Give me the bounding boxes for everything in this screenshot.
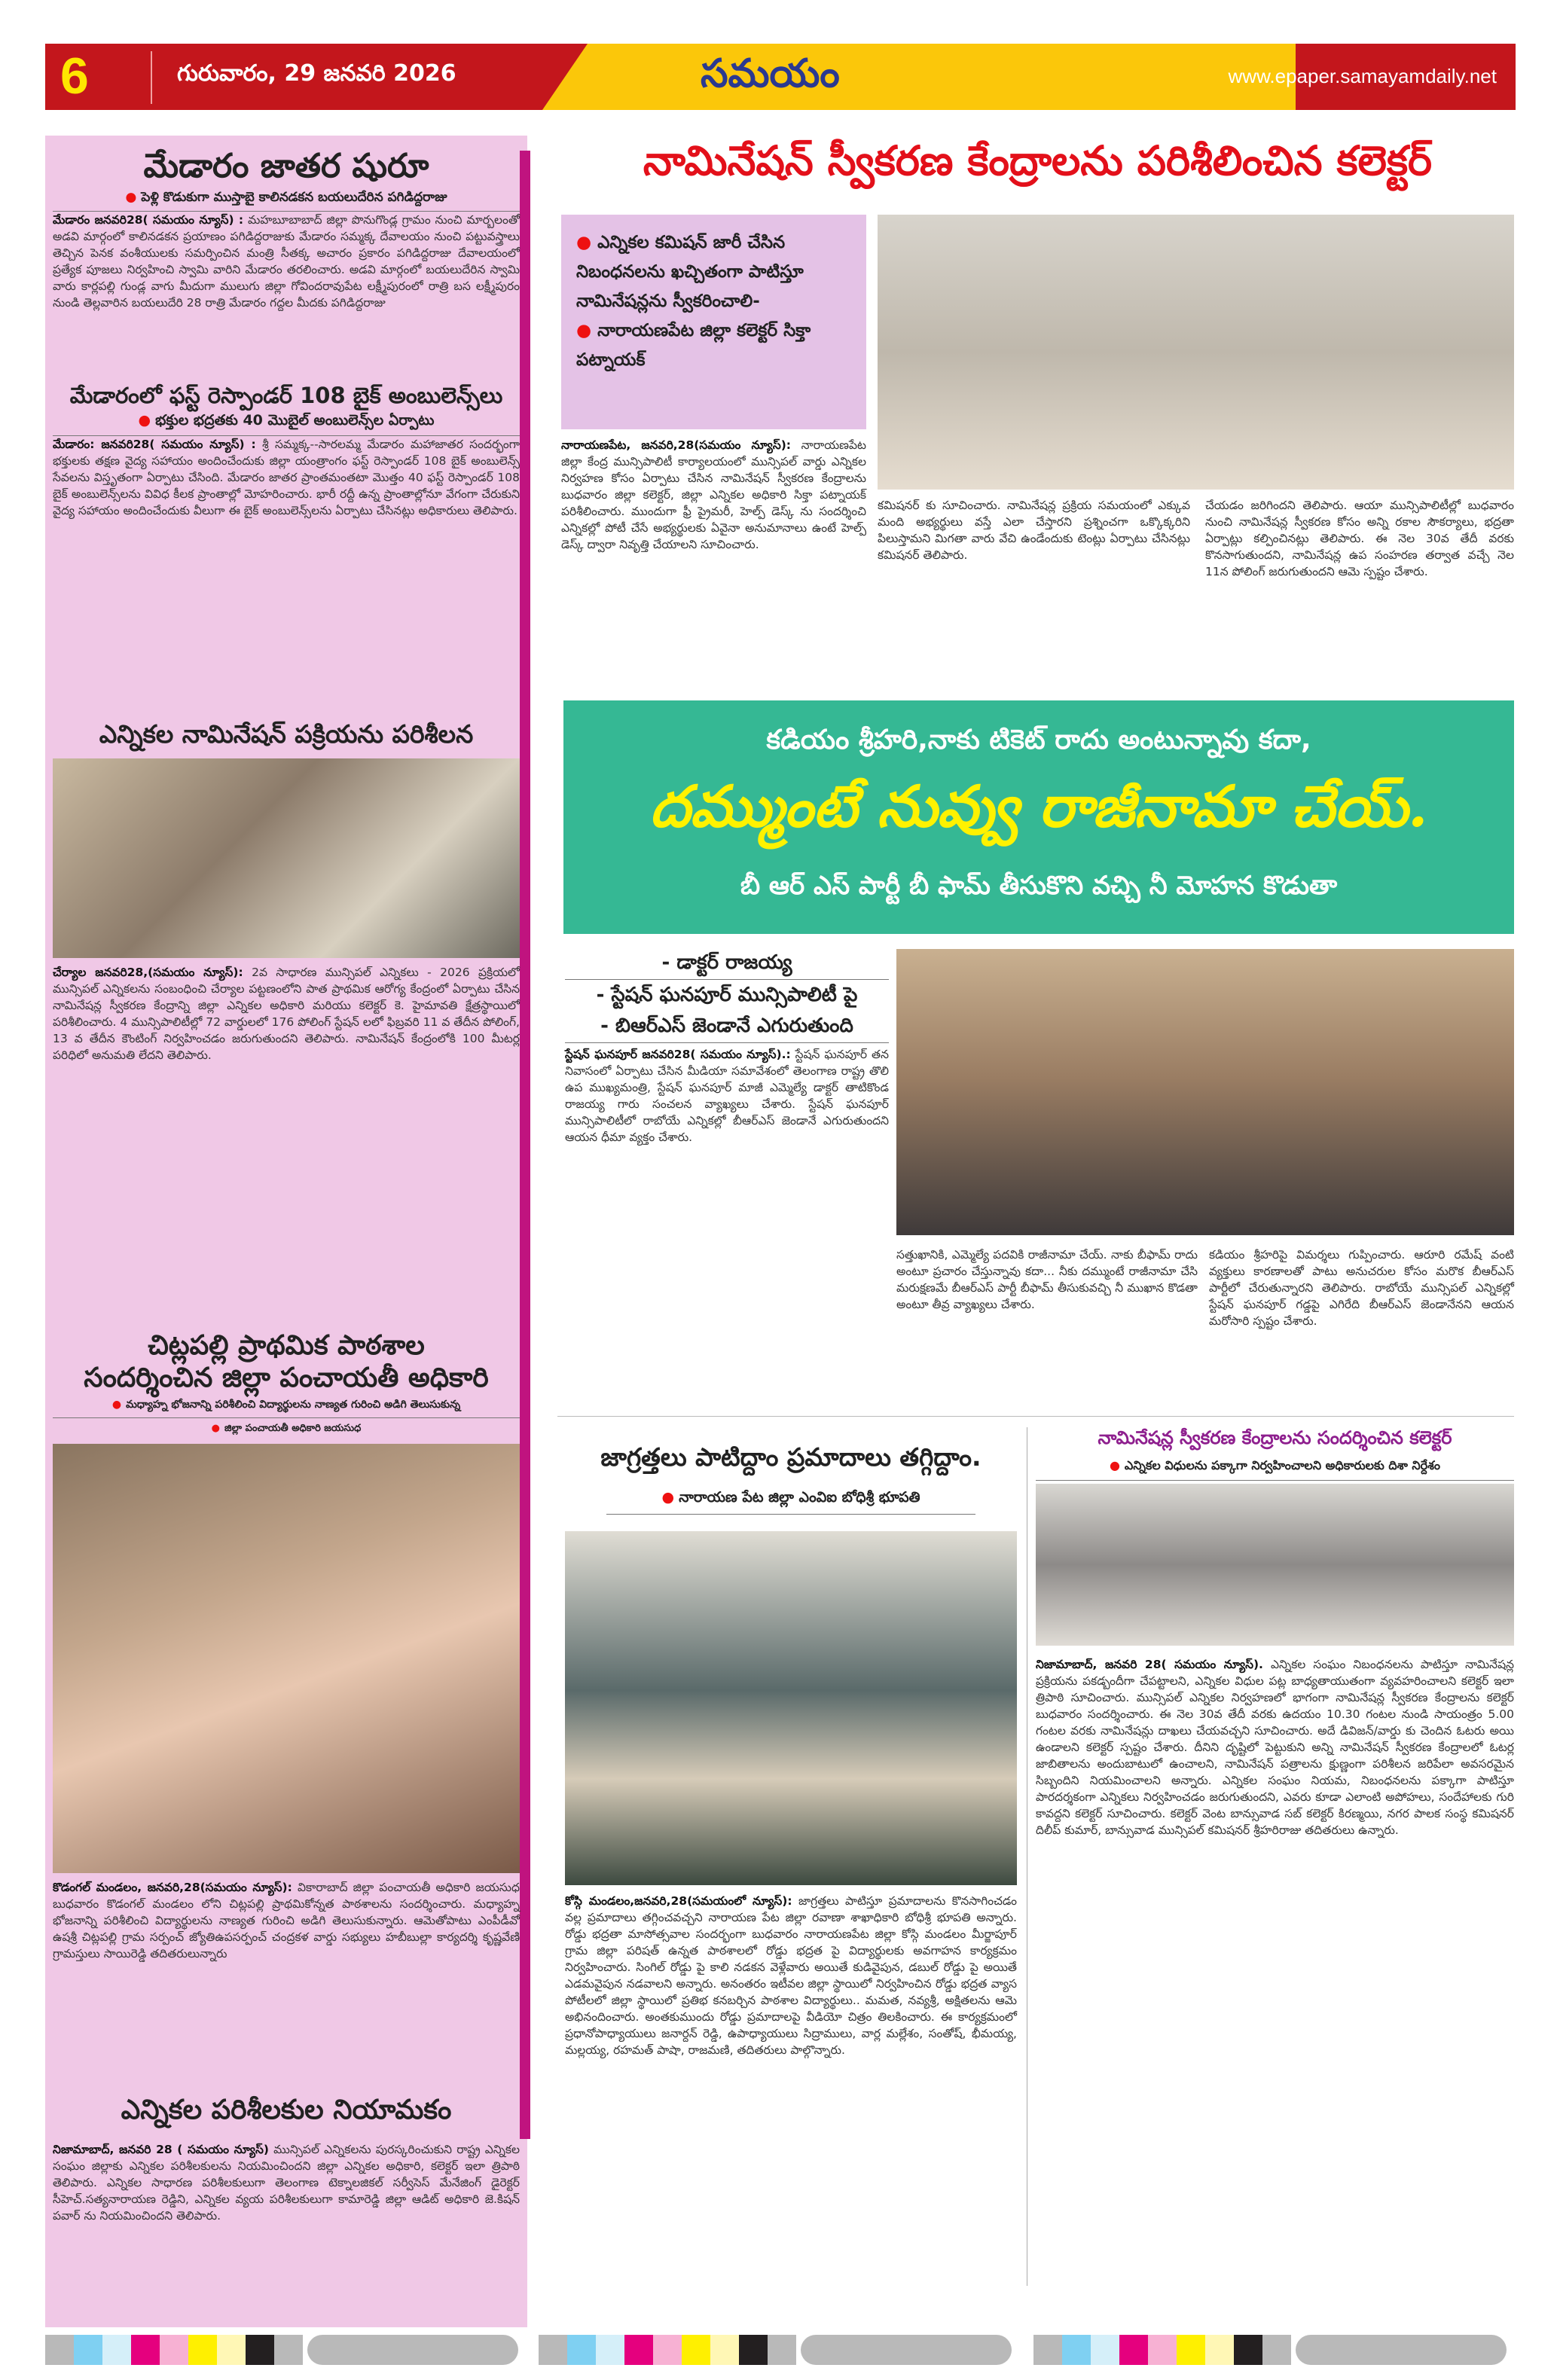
news-photo [53,758,520,958]
subheadline: ● భక్తుల భద్రతకు 40 మొబైల్ అంబులెన్స్‌ల ఏర్పాటు [53,412,520,432]
lead-highlights-box [561,215,866,429]
article-body [53,212,520,311]
color-registration-bar [45,2335,518,2365]
rajaiah-body-col3: కడియం శ్రీహరిపై విమర్శలు గుప్పించారు. ఆరూరి రమేష్ వంటి వ్యక్తులు కారణాలతో పాటు అనుచరుల కోసం మరొక బీఆర్ఎస్ పార్టీలో చేరుతున్నారని తెలిపారు. రాబోయే మున్సిపల్ ఎన్నికల్లో స్టేషన్ ఘనపూర్ గడ్డపై ఎగిరేది బీఆర్ఎస్ జెండానేనని ఆయన మరోసారి స్పష్టం చేశారు. [1209,1248,1514,1328]
dateline: మేడారం: జనవరి28( సమయం న్యూస్) : [53,437,256,451]
headline-line2: సందర్శించిన జిల్లా పంచాయతీ అధికారి [84,1362,489,1394]
article-108-ambulances [53,383,520,519]
article-text: నారాయణపేట జిల్లా కేంద్ర మున్సిపాలిటీ కార్యాలయంలో మున్సిపల్ వార్డు ఎన్నికల నిర్వహణ కోసం ఏర్పాటు చేసిన నామినేషన్ స్వీకరణ కేంద్రాలను బుధవారం జిల్లా కలెక్టర్, జిల్లా ఎన్నికల అధికారి సిక్తా పట్నాయక్ పరిశీలించారు. ముందుగా ఫ్రీ ప్రైమరీ, హెల్ప్ డెస్క్ ను సందర్శించి ఎన్నికల్లో పోటీ చేసే అభ్యర్థులకు ఏవైనా అనుమానాలు ఉంటే హెల్ప్ డెస్క్ ద్వారా నివృత్తి చేయాలని సూచించారు. [561,438,866,551]
epaper-url[interactable]: www.epaper.samayamdaily.net [1228,65,1497,87]
subhead: - బిఆర్ఎస్ జెండానే ఎగురుతుంది [600,1015,853,1038]
headline: ఎన్నికల నామినేషన్ పక్రియను పరిశీలన [99,719,474,749]
article-observers-appointment [53,2094,520,2224]
highlight-item: ● నారాయణపేట జిల్లా కలెక్టర్ సిక్తా పట్నాయక్ [576,321,811,371]
rajaiah-photo [896,949,1514,1235]
masthead: సమయం [701,51,840,96]
news-photo [565,1531,1017,1885]
subhead: - డాక్టర్ రాజయ్య [661,951,792,974]
rajaiah-subheads [565,947,889,1146]
divider [1036,1480,1514,1481]
news-photo [1036,1484,1514,1646]
dateline: చేర్యాల జనవరి28,(సమయం న్యూస్): [53,965,243,979]
article-text: మున్సిపల్ ఎన్నికలను పురస్కరించుకుని రాష్ట్ర ఎన్నికల సంఘం జిల్లాకు ఎన్నికల పరిశీలకులను నియమించిందని జిల్లా ఎన్నికల అధికారి, కలెక్టర్ ఇలా త్రిపాఠి తెలిపారు. ఎన్నికల సాధారణ పరిశీలకులుగా తెలంగాణ టెక్నాలజికల్ సర్వీసెస్ మేనేజింగ్ డైరెక్టర్ సీహెచ్.సత్యనారాయణ రెడ్డిని, ఎన్నికల వ్యయ పరిశీలకులుగా కామారెడ్డి జిల్లా ఆడిట్ అధికారి జె.కిషన్ పవార్ ను నియమించిందని తెలిపారు. [53,2143,520,2223]
banner-line3: బీ ఆర్ ఎస్ పార్టీ బీ ఫామ్ తీసుకొని వచ్చి నీ మోహన కొడుతా [740,871,1338,901]
lead-body-col2: కమిషనర్ కు సూచించారు. నామినేషన్ల ప్రక్రియ సమయంలో ఎక్కువ మంది అభ్యర్థులు వస్తే ఎలా చేస్తారని ప్రశ్నించగా ఒక్కొక్కరిని పిలుస్తామని మిగతా వారు వేచి ఉండేందుకు టెంట్లు ఏర్పాటు చేసినట్లు కమిషనర్ తెలిపారు. [878,499,1190,562]
article-body [565,1893,1017,2058]
article-body [53,964,520,1063]
headline: జాగ్రత్తలు పాటిద్దాం ప్రమాదాలు తగ్గిద్దాం. [600,1442,982,1472]
page-header [45,44,1516,110]
dateline: నారాయణపేట, జనవరి,28(సమయం న్యూస్): [561,438,791,452]
rajaiah-body-col2: సత్తుఖానికి, ఎమ్మెల్యే పదవికి రాజీనామా చేయ్. నాకు బీఫామ్ రాదు అంటూ ప్రచారం చేస్తున్నావు కదా... నీకు దమ్ముంటే రాజీనామా చేసి మరుక్షణమే బీఆర్ఎస్ పార్టీ బీఫామ్ తీసుకువచ్చి నీ ముఖాన కొడతా అంటూ తీవ్ర వ్యాఖ్యలు చేశారు. [896,1248,1198,1311]
article-text: వికారాబాద్ జిల్లా పంచాయతీ అధికారి జయసుధ బుధవారం కొడంగల్ మండలం లోని చిట్లపల్లి ప్రాథమికోన్నత పాఠశాలను సందర్శించారు. మధ్యాహ్న భోజనాన్ని పరిశీలించి విద్యార్థులను నాణ్యత గురించి అడిగి తెలుసుకున్నారు. ఆమెతోపాటు ఎంపీడీవో ఉషశ్రీ చిట్లపల్లి గ్రామ సర్పంచ్ జ్యోతిఉపసర్పంచ్ చంద్రకళ వార్డు సభ్యులు హబీబుల్లా కార్యదర్శి కృష్ణవేణి గ్రామస్తులు సాయిరెడ్డి తదితరులున్నారు [53,1881,520,1961]
color-registration-bar [1033,2335,1507,2365]
subheadline: ● మధ్యాహ్న భోజనాన్ని పరిశీలించి విద్యార్థులను నాణ్యత గురించి అడిగి తెలుసుకున్న [53,1399,520,1413]
headline: చిట్లపల్లి ప్రాథమిక పాఠశాల [148,1330,425,1361]
banner-main-quote: దమ్ముంటే నువ్వు రాజీనామా చేయ్. [649,773,1428,840]
dateline: కొడంగల్ మండలం, జనవరి,28(సమయం న్యూస్): [53,1881,292,1895]
highlight-item: ● ఎన్నికల కమిషన్ జారీ చేసిన నిబంధనలను ఖచ్చితంగా పాటిస్తూ నామినేషన్లను స్వీకరించాలి- [576,233,804,312]
article-text: ఎన్నికల సంఘం నిబంధనలను పాటిస్తూ నామినేషన్ల ప్రక్రియను పకడ్బందీగా చేపట్టాలని, ఎన్నికల విధుల పట్ల బాధ్యతాయుతంగా వ్యవహరించాలని కలెక్టర్ ఇలా త్రిపాఠి సూచించారు. మున్సిపల్ ఎన్నికల నిర్వహణలో భాగంగా నామినేషన్ల స్వీకరణ కేంద్రాలను కలెక్టర్ బుధవారం సందర్శించారు. ఈ నెల 30వ తేదీ వరకు ఉదయం 10.30 గంటల నుండి సాయంత్రం 5.00 గంటల వరకు నామినేషన్లు దాఖలు చేయవచ్చని సూచించారు. అదే డివిజన్/వార్డు కు చెందిన ఓటరు అయి ఉండాలని కలెక్టర్ స్పష్టం చేశారు. దీనిని దృష్టిలో పెట్టుకుని అన్ని నామినేషన్ స్వీకరణ కేంద్రాలలో ఓటర్ల జాబితాలను అందుబాటులో ఉంచాలని, నామినేషన్ పత్రాలను క్షుణ్ణంగా పరిశీలన జరిపేలా అవసరమైన సిబ్బందిని నియమించాలని అన్నారు. ఎన్నికల సంఘం నియమ, నిబంధనలను పక్కాగా పాటిస్తూ పారదర్శకంగా ఎన్నికలు నిర్వహించడం జరుగుతుందని, ఎవరు కూడా ఎలాంటి అపోహలు, సందేహాలకు గురి కావద్దని కలెక్టర్ సూచించారు. కలెక్టర్ వెంట బాన్సువాడ సబ్ కలెక్టర్ కిరణ్మయి, నగర పాలక సంస్థ కమిషనర్ దిలీప్ కుమార్, బాన్సువాడ మున్సిపల్ కమిషనర్ శ్రీహరిరాజు తదితరులు ఉన్నారు. [1036,1657,1514,1837]
article-text: జాగ్రత్తలు పాటిస్తూ ప్రమాదాలను కొనసాగించడం వల్ల ప్రమాదాలు తగ్గించవచ్చని నారాయణ పేట జిల్లా రవాణా శాఖాధికారి బోధిశ్రీ భూపతి అన్నారు. రోడ్డు భద్రతా మాసోత్సవాల సందర్భంగా బుధవారం నారాయణపేట జిల్లా కోస్గి మండలం మీర్జాపూర్ గ్రామ జిల్లా పరిషత్ ఉన్నత పాఠశాలలో రోడ్డు భద్రత పై విద్యార్థులకు అవగాహన కార్యక్రమం నిర్వహించారు. సింగిల్ రోడ్డు పై కాలి నడకన వెళ్లేవారు అయితే కుడివైపున, డబుల్ రోడ్డు పై అయితే ఎడమవైపున నడవాలని అన్నారు. అనంతరం ఇటీవల జిల్లా స్థాయిలో నిర్వహించిన రోడ్డు భద్రత వ్యాస పోటీలలో జిల్లా స్థాయిలో ప్రతిభ కనబర్చిన పాఠశాల విద్యార్థులు.. మమత, నవ్యశ్రీ, అక్షితలను ఆమె అభినందించారు. అంతకుముందు రోడ్డు ప్రమాదాలపై వీడియో చిత్రం తిలకించారు. ఈ కార్యక్రమంలో ప్రధానోపాధ్యాయులు జనార్దన్ రెడ్డి, ఉపాధ్యాయులు సిద్రాములు, వార్ల మల్లేశం, సంతోష్, భీమయ్య, మల్లయ్య, రహమత్ పాషా, రాజమణి, తదితరులు పాల్గొన్నారు. [565,1893,1017,2057]
subheadline: ● ఎన్నికల విధులను పక్కాగా నిర్వహించాలని అధికారులకు దిశా నిర్దేశం [1036,1458,1514,1475]
article-nomination-inspection [53,719,520,1063]
subheadline: ● నారాయణ పేట జిల్లా ఎంవిఐ బోధిశ్రీ భూపతి [565,1489,1017,1509]
header-yellow-band [542,44,1296,110]
article-text: మహబూబాబాద్ జిల్లా పొనుగొండ్ల గ్రామం నుంచి మార్బలంతో అడవి మార్గంలో కాలినడకన ప్రయాణం పగిడిద్దరాజుకు మేడారం సమ్మక్క దేవాలయం నుంచి పట్టువస్త్రాలు తెచ్చిన పెనక వంశీయులకు సమర్పించిన మంత్రి సీతక్క అచారం ప్రకారం పగిడిద్దరాజు దేవాలయంలో ప్రత్యేక పూజలు నిర్వహించి స్వామి వారిని మేడారం తరలించారు. అడవి మార్గంలో బయలుదేరిన స్వామి వారు కార్లపల్లి గుండ్ల వాగు మీదుగా ములుగు జిల్లా గోవిందరావుపేట లక్ష్మీపురంలో రాత్రి బస లక్ష్మీపురం నుండి తెల్లవారిన బయలుదేరి 28 రాత్రి మేడారం గద్దల మీదకు పగిడిద్దరాజు [53,212,520,310]
headline: నామినేషన్ల స్వీకరణ కేంద్రాలను సందర్శించిన కలెక్టర్ [1098,1427,1452,1448]
article-text: శ్రీ సమ్మక్క--సారలమ్మ మేడారం మహాజాతర సందర్భంగా భక్తులకు తక్షణ వైద్య సహాయం అందించేందుకు జిల్లా యంత్రాంగం ఫస్ట్ రెస్పాండర్ 108 బైక్ అంబులెన్స్ సేవలను విస్తృతంగా ఏర్పాటు చేసింది. మేడారం జాతర ప్రాంతమంతటా మొత్తం 40 ఫస్ట్ రెస్పాండర్ 108 బైక్ అంబులెన్స్‌లను వివిధ కీలక ప్రాంతాల్లో మోహరించారు. భారీ రద్దీ ఉన్న ప్రాంతాల్లోనూ వేగంగా చేరుకుని వైద్య సహాయం అందించేందుకు వీలుగా ఈ బైక్ అంబులెన్స్‌లను ఏర్పాటు చేసినట్లు అధికారులు తెలిపారు. [53,437,520,517]
section-divider [557,1416,1514,1417]
column-accent-bar [520,151,530,2139]
article-chitlapalli-school [53,1329,520,1962]
highlight-text: ఎన్నికల కమిషన్ జారీ చేసిన నిబంధనలను ఖచ్చితంగా పాటిస్తూ నామినేషన్లను స్వీకరించాలి- [576,233,804,312]
dateline: కోస్గి మండలం,జనవరి,28(సమయంలో న్యూస్): [565,1893,792,1908]
header-divider [151,51,152,104]
highlight-text: నారాయణపేట జిల్లా కలెక్టర్ సిక్తా పట్నాయక్ [576,321,811,371]
color-registration-bar [539,2335,1012,2365]
subhead: - స్టేషన్ ఘనపూర్ మున్సిపాలిటీ పై [596,983,858,1006]
article-body [53,1879,520,1962]
article-body [1036,1656,1514,1838]
divider [606,1514,975,1515]
headline: ఎన్నికల పరిశీలకుల నియామకం [121,2095,452,2125]
article-text: 2వ సాధారణ మున్సిపల్ ఎన్నికలు - 2026 ప్రక్రియలో మున్సిపల్ ఎన్నికలను సంబంధించి చేర్యాల పట్టణంలోని పాత ప్రాథమిక ఆరోగ్య కేంద్రంలో ఏర్పాటు చేసిన నామినేషన్ల స్వీకరణ కేంద్రాన్ని జిల్లా ఎన్నికల అధికారి మరియు కలెక్టర్ కె. హైమావతి క్షేత్రస్థాయిలో పరిశీలించారు. 4 మున్సిపాలిటీల్లో 72 వార్డులలో 176 పోలింగ్ స్టేషన్ లలో ఫిబ్రవరి 11 వ తేదీన పోలింగ్, 13 వ తేదీన కౌంటింగ్ నిర్వహించడం జరుగుతుందని తెలిపారు. నామినేషన్ కేంద్రంలోకి 100 మీటర్ల పరిధిలో అనుమతి లేదని తెలిపారు. [53,965,520,1062]
news-photo [53,1444,520,1873]
dateline: నిజామాబాద్, జనవరి 28( సమయం న్యూస్). [1036,1657,1263,1671]
article-road-safety [565,1442,1017,2058]
lead-headline: నామినేషన్ స్వీకరణ కేంద్రాలను పరిశీలించిన కలెక్టర్ [643,137,1433,185]
lead-photo [878,215,1514,490]
subheadline: ● జిల్లా పంచాయతీ అధికారి జయసుధ [53,1423,520,1436]
dateline: స్టేషన్ ఘనపూర్ జనవరి28( సమయం న్యూస్).: [565,1047,791,1061]
article-text: స్టేషన్ ఘనపూర్ తన నివాసంలో ఏర్పాటు చేసిన మీడియా సమావేశంలో తెలంగాణ రాష్ట్ర తొలి ఉప ముఖ్యమంత్రి, స్టేషన్ ఘనపూర్ మాజీ ఎమ్మెల్యే డాక్టర్ తాటికొండ రాజయ్య గారు సంచలన వ్యాఖ్యలు చేశారు. స్టేషన్ ఘనపూర్ మున్సిపాలిటీలో రాబోయే ఎన్నికల్లో బీఆర్ఎస్ జెండానే ఎగురుతుందని ఆయన ధీమా వ్యక్తం చేశారు. [565,1047,889,1144]
headline: మేడారం జాతర షురూ [143,147,429,185]
divider [53,1417,520,1418]
page-number: 6 [60,47,89,105]
article-body [53,436,520,519]
article-body [565,1046,889,1146]
article-body [53,2141,520,2224]
banner-line1: కడియం శ్రీహరి,నాకు టికెట్ రాదు అంటున్నావు కదా, [766,725,1311,755]
article-nizamabad-collector [1036,1427,1514,1838]
divider [565,1042,889,1043]
lead-body-col3: చేయడం జరిగిందని తెలిపారు. ఆయా మున్సిపాలిటీల్లో బుధవారం నుంచి నామినేషన్ల స్వీకరణ కోసం అన్ని రకాల సౌకర్యాలు, భద్రతా ఏర్పాట్లు కల్పించినట్లు తెలిపారు. ఈ నెల 30వ తేదీ వరకు కొనసాగుతుందని, నామినేషన్ల ఉప సంహరణ తర్వాత వచ్చే నెల 11న పోలింగ్ జరుగుతుందని ఆమె స్పష్టం చేశారు. [1205,499,1514,578]
subheadline: ● పెళ్లి కొడుకుగా ముస్తాబై కాలినడకన బయలుదేరిన పగిడిద్దరాజు [53,190,520,208]
dateline: మేడారం జనవరి28( సమయం న్యూస్) : [53,212,244,227]
dateline: నిజామాబాద్, జనవరి 28 ( సమయం న్యూస్) [53,2143,269,2157]
quote-banner [563,700,1514,934]
article-medaram-jatara [53,147,520,311]
lead-body-col1 [561,437,866,553]
headline: మేడారంలో ఫస్ట్ రెస్పాండర్ 108 బైక్ అంబులెన్స్‌లు [69,383,503,408]
issue-date: గురువారం, 29 జనవరి 2026 [177,60,456,87]
